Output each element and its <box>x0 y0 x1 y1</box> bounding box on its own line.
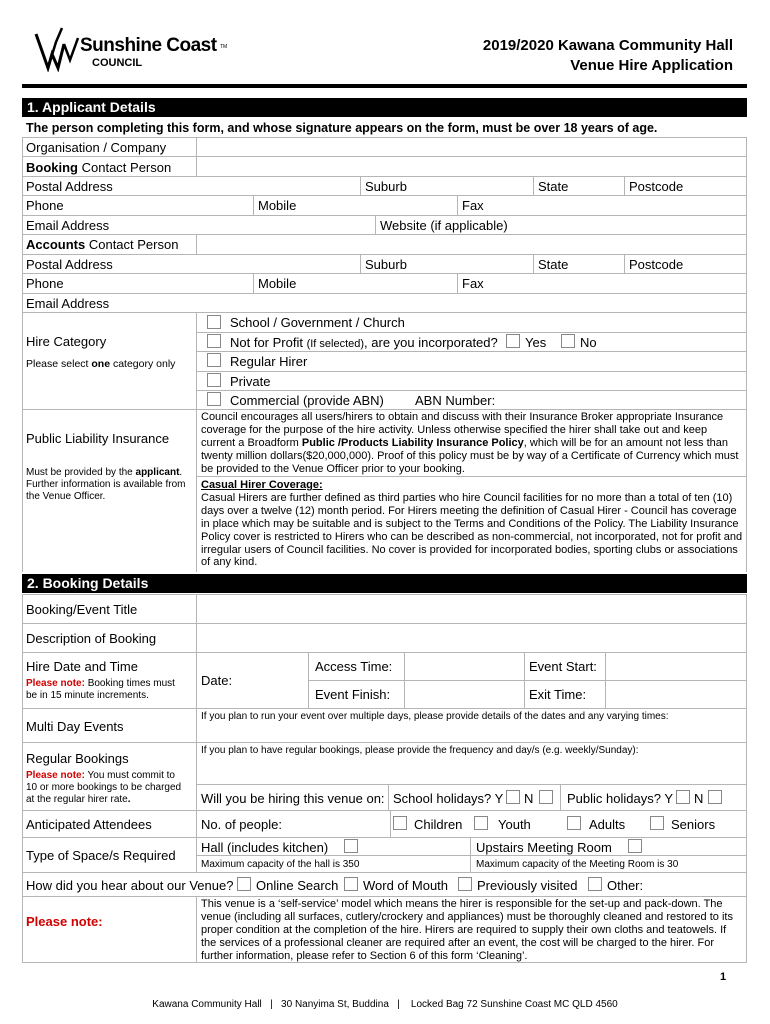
other-input[interactable] <box>645 874 745 894</box>
hall-label: Hall (includes kitchen) <box>201 840 329 855</box>
abn-input[interactable] <box>500 391 745 408</box>
nfp-label: Not for Profit (If selected), are you incorporated? <box>230 335 498 350</box>
page-number: 1 <box>720 971 727 983</box>
private-label: Private <box>230 374 271 389</box>
logo-tm: TM <box>220 44 228 50</box>
regular-hirer-checkbox[interactable] <box>207 353 221 367</box>
school-holidays-n-checkbox[interactable] <box>539 790 553 804</box>
youth-label: Youth <box>498 817 531 832</box>
logo-mark-icon <box>34 24 84 72</box>
please-note-label: Please note: <box>26 914 103 929</box>
accounts-contact-label: Accounts Contact Person <box>26 237 179 252</box>
event-start-label: Event Start: <box>529 659 597 674</box>
age-note: The person completing this form, and whose signature appears on the form, must be over 18 years of age. <box>26 121 658 135</box>
phone-label-2: Phone <box>26 276 64 291</box>
logo-name: Sunshine Coast <box>80 35 217 56</box>
children-label: Children <box>414 817 463 832</box>
commercial-checkbox[interactable] <box>207 392 221 406</box>
nfp-checkbox[interactable] <box>207 334 221 348</box>
seniors-label: Seniors <box>671 817 716 832</box>
page-title-line2: Venue Hire Application <box>570 57 733 74</box>
hall-capacity: Maximum capacity of the hall is 350 <box>201 859 360 870</box>
adults-label: Adults <box>589 817 626 832</box>
no-people-label: No. of people: <box>201 817 282 832</box>
postcode-label-2: Postcode <box>629 257 684 272</box>
online-search-label: Online Search <box>256 878 339 893</box>
public-holidays-n-checkbox[interactable] <box>708 790 722 804</box>
other-label: Other: <box>607 878 644 893</box>
hire-category-label: Hire Category <box>26 334 107 349</box>
fax-label: Fax <box>462 198 484 213</box>
heard-label: How did you hear about our Venue? <box>26 878 234 893</box>
will-hire-label: Will you be hiring this venue on: <box>201 791 385 806</box>
casual-hirer-title: Casual Hirer Coverage: <box>201 479 323 491</box>
hire-category-note: Please select one category only <box>26 358 176 370</box>
website-label: Website (if applicable) <box>380 218 508 233</box>
school-label: School / Government / Church <box>230 315 405 330</box>
previously-visited-label: Previously visited <box>477 878 578 893</box>
yes-label: Yes <box>525 335 547 350</box>
exit-time-label: Exit Time: <box>529 687 587 702</box>
mobile-label-2: Mobile <box>258 276 297 291</box>
no-label: No <box>580 335 597 350</box>
email-label-2: Email Address <box>26 296 110 311</box>
postal-label: Postal Address <box>26 179 113 194</box>
public-holidays-n-label: N <box>694 791 704 806</box>
seniors-checkbox[interactable] <box>650 816 664 830</box>
incorporated-yes-checkbox[interactable] <box>506 334 520 348</box>
space-type-label: Type of Space/s Required <box>26 848 176 863</box>
postal-label-2: Postal Address <box>26 257 113 272</box>
postcode-label: Postcode <box>629 179 684 194</box>
hire-date-note: Please note: Booking times must be in 15 minute increments. <box>26 678 175 701</box>
regular-hirer-label: Regular Hirer <box>230 354 308 369</box>
school-holidays-label: School holidays? Y <box>393 791 504 806</box>
fax-label-2: Fax <box>462 276 484 291</box>
school-holidays-n-label: N <box>524 791 534 806</box>
page-title <box>483 36 733 76</box>
description-label: Description of Booking <box>26 631 157 646</box>
pli-label: Public Liability Insurance <box>26 431 170 446</box>
hall-checkbox[interactable] <box>344 839 358 853</box>
adults-checkbox[interactable] <box>567 816 581 830</box>
booking-contact-input[interactable] <box>198 157 745 175</box>
date-label: Date: <box>201 673 233 688</box>
access-time-label: Access Time: <box>315 659 393 674</box>
event-title-label: Booking/Event Title <box>26 602 138 617</box>
pli-note: Must be provided by the applicant. Further information is available from the Venue Officer. <box>26 467 186 502</box>
commercial-label: Commercial (provide ABN) <box>230 393 384 408</box>
previously-visited-checkbox[interactable] <box>458 877 472 891</box>
meeting-room-capacity: Maximum capacity of the Meeting Room is 30 <box>476 859 679 870</box>
mobile-label: Mobile <box>258 198 297 213</box>
meeting-room-label: Upstairs Meeting Room <box>476 840 612 855</box>
email-label: Email Address <box>26 218 110 233</box>
description-input[interactable] <box>198 625 745 651</box>
school-holidays-y-checkbox[interactable] <box>506 790 520 804</box>
accounts-contact-input[interactable] <box>198 235 745 253</box>
abn-label: ABN Number: <box>415 393 496 408</box>
school-checkbox[interactable] <box>207 315 221 329</box>
multi-day-label: Multi Day Events <box>26 719 124 734</box>
event-finish-label: Event Finish: <box>315 687 391 702</box>
logo-sub: COUNCIL <box>92 57 143 69</box>
word-of-mouth-checkbox[interactable] <box>344 877 358 891</box>
regular-bookings-label: Regular Bookings <box>26 751 129 766</box>
booking-contact-label: Booking Contact Person <box>26 160 172 175</box>
section-booking-details: 2. Booking Details <box>22 574 747 593</box>
section-applicant-details: 1. Applicant Details <box>22 98 747 117</box>
event-title-input[interactable] <box>198 596 745 622</box>
private-checkbox[interactable] <box>207 373 221 387</box>
word-of-mouth-label: Word of Mouth <box>363 878 449 893</box>
incorporated-no-checkbox[interactable] <box>561 334 575 348</box>
suburb-label: Suburb <box>365 179 407 194</box>
children-checkbox[interactable] <box>393 816 407 830</box>
page-title-line1: 2019/2020 Kawana Community Hall <box>482 37 733 54</box>
insurance-paragraph: Council encourages all users/hirers to obtain and discuss with their Insurance Broker appropriate Insurance coverage for the purpose of the hire activity. Unless otherwise specified the hirer shall take out and keep current a Broadform Public /Products Liability Insurance Policy, which will be for an amount not less than twenty million dollars($20,000,000). Proof of this policy must be by way of a Certificate of Currency which must be provided to the Venue Officer prior to your booking. <box>201 411 739 475</box>
state-label-2: State <box>538 257 569 272</box>
self-service-paragraph: This venue is a ‘self-service’ model which means the hirer is responsible for the set-up and pack-down. The venue (including all surfaces, cutlery/crockery and appliances) must be thoroughly cleaned and restored to its proper condition at the completion of the hire. Hirers are required to supply their own cloths and teatowels. If the services of a professional cleaner are required after an event, the cost will be charged to the hirer. For further information, please refer to Section 6 of this form ‘Cleaning’. <box>201 898 733 962</box>
public-holidays-label: Public holidays? Y <box>567 791 673 806</box>
casual-hirer-paragraph: Casual Hirer Coverage: Casual Hirers are further defined as third parties who hire Council facilities for no more than a total of ten (10) days over a twelve (12) month period. For Hirers meeting the definition of Casual Hirer - Council has coverage in place which may be suitable and is subject to the Terms and Conditions of the Policy. The Liability Insurance Policy cover is restricted to Hirers who can be described as non-commercial, not incorporated, not for profit and irregular users of Council facilities. No cover is provided for incorporated bodies, sporting clubs or associations of any kind. <box>201 479 743 569</box>
online-search-checkbox[interactable] <box>237 877 251 891</box>
meeting-room-checkbox[interactable] <box>628 839 642 853</box>
youth-checkbox[interactable] <box>474 816 488 830</box>
public-holidays-y-checkbox[interactable] <box>676 790 690 804</box>
regular-commit-note: Please note: You must commit to 10 or more bookings to be charged at the regular hirer rate. <box>26 770 182 805</box>
header-rule <box>22 84 747 88</box>
org-input[interactable] <box>198 138 745 155</box>
council-logo <box>34 24 234 74</box>
phone-label: Phone <box>26 198 64 213</box>
footer: Kawana Community Hall | 30 Nanyima St, Buddina | Locked Bag 72 Sunshine Coast MC QLD 4560 <box>152 999 618 1010</box>
org-label: Organisation / Company <box>26 140 167 155</box>
other-checkbox[interactable] <box>588 877 602 891</box>
state-label: State <box>538 179 569 194</box>
hire-date-label: Hire Date and Time <box>26 659 138 674</box>
attendees-label: Anticipated Attendees <box>26 817 152 832</box>
regular-bookings-note: If you plan to have regular bookings, please provide the frequency and day/s (e.g. weekly/Sunday): <box>201 745 639 756</box>
multi-day-note: If you plan to run your event over multiple days, please provide details of the dates and any varying times: <box>201 711 669 722</box>
suburb-label-2: Suburb <box>365 257 407 272</box>
